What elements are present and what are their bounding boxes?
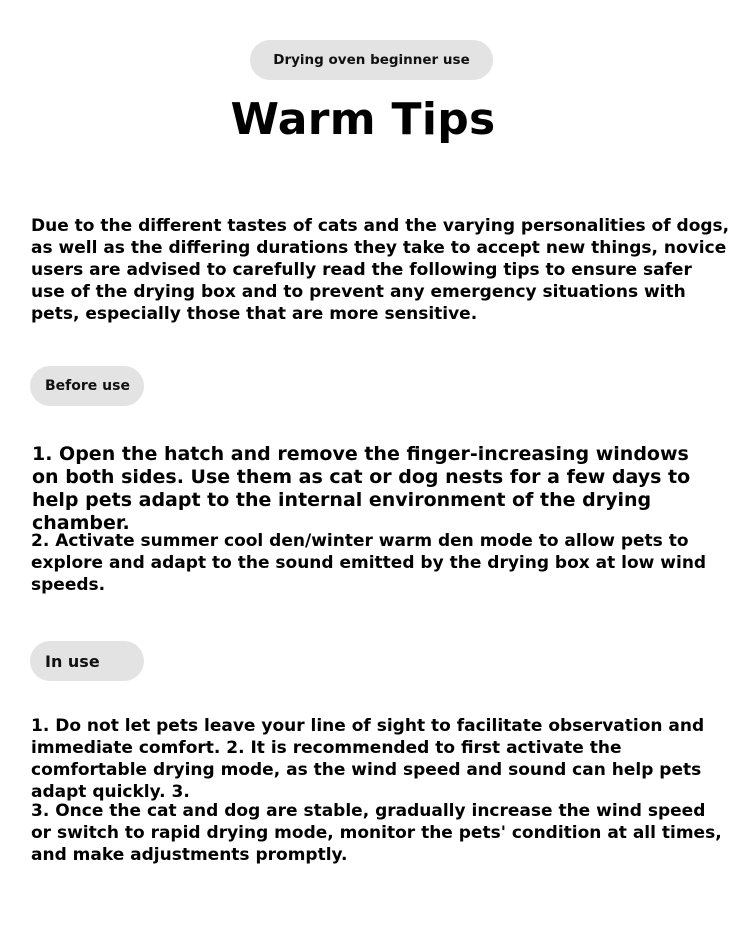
intro-paragraph: Due to the different tastes of cats and the varying personalities of dogs, as well as the differing durations they take to accept new things, novice users are advised to carefully read the following tips to ensure safer use of the drying box and to prevent any emergency situations with pets, especially those that are more sensitive.	[31, 216, 730, 324]
before-use-tip-2: 2. Activate summer cool den/winter warm den mode to allow pets to explore and adapt to the sound emitted by the drying box at low wind speeds.	[31, 531, 707, 595]
section-label-before-use	[30, 366, 144, 406]
section-label-text: Before use	[45, 378, 130, 394]
before-use-tip-1: 1. Open the hatch and remove the finger-increasing windows on both sides. Use them as cat or dog nests for a few days to help pets adapt to the internal environment of the drying chamber.	[32, 443, 691, 534]
in-use-tip-2: 3. Once the cat and dog are stable, gradually increase the wind speed or switch to rapid drying mode, monitor the pets' condition at all times, and make adjustments promptly.	[31, 801, 722, 865]
header-pill	[250, 40, 493, 80]
header-pill-label: Drying oven beginner use	[273, 52, 470, 68]
section-label-in-use	[30, 641, 144, 681]
page-title: Warm Tips	[230, 94, 496, 145]
in-use-tip-1: 1. Do not let pets leave your line of sight to facilitate observation and immediate comfort. 2. It is recommended to first activate the comfortable drying mode, as the wind speed and sound can help pets adapt quickly. 3.	[31, 716, 705, 802]
section-label-text: In use	[45, 651, 100, 671]
